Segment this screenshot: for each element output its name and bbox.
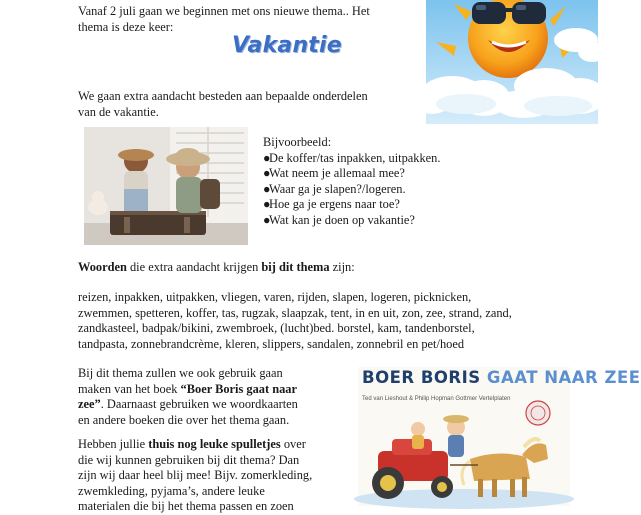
sun-illustration [426,0,598,124]
list-item: ●Waar ga je slapen?/logeren. [263,181,406,196]
tractor-horse-illustration [358,399,570,506]
intro-line-2: thema is deze keer: [78,19,174,34]
intro-line-1: Vanaf 2 juli gaan we beginnen met ons nieuwe thema.. Het [78,4,370,18]
bullet-icon: ● [263,212,271,227]
children-suitcase-image [84,127,248,245]
book-cover-image [358,367,641,506]
bullet-icon: ● [263,197,271,212]
list-item: ●Hoe ga je ergens naar toe? [263,197,400,212]
focus-line-1: We gaan extra aandacht besteden aan bepaalde onderdelen [78,89,368,103]
book-cover-title: BOER BORIS GAAT NAAR ZEE [362,368,641,387]
bullet-icon: ● [263,150,271,165]
bullet-icon: ● [263,166,271,181]
list-item: ●Wat neem je allemaal mee? [263,166,405,181]
sun-with-sunglasses-icon [426,0,598,124]
bullet-icon: ● [263,181,271,196]
book-cover-subtitle: Ted van Lieshout & Philip Hopman Gottmer Vertelplaten [362,396,511,402]
examples-heading: Bijvoorbeeld: [263,135,332,149]
book-paragraph: Bij dit thema zullen we ook gebruik gaan maken van het boek “Boer Boris gaat naar zee”. Daarnaast gebruiken we woordkaarten en andere boeken die over het thema gaan. [78,366,298,427]
request-paragraph: Hebben jullie thuis nog leuke spulletjes over die wij kunnen gebruiken bij dit thema? Dan zijn wij daar heel blij mee! Bijv. zomerkleding, zwemkleding, pyjama’s, andere leuke materialen die bij het thema passen en zoen [78,437,313,514]
intro-text [78,4,418,35]
kids-suitcase-photo [84,127,248,245]
word-list: reizen, inpakken, uitpakken, vliegen, varen, rijden, slapen, logeren, picknicken, zwemmen, spetteren, koffer, tas, rugzak, slaapzak, tent, in en uit, zon, zee, strand, zand, zandkasteel, badpak/bikini, zwembroek, (lucht)bed. borstel, kam, tandenborstel, tandpasta, zonnebrandcrème, kleren, slippers, sandalen, zonnebril en pet/hoed [78,290,512,351]
examples-list [263,135,440,229]
words-heading: Woorden die extra aandacht krijgen bij dit thema zijn: [78,260,355,274]
focus-line-2: van de vakantie. [78,104,159,119]
list-item: ●Wat kan je doen op vakantie? [263,212,415,227]
list-item: ●De koffer/tas inpakken, uitpakken. [263,150,441,165]
theme-title: Vakantie [232,33,342,58]
focus-text [78,89,418,120]
